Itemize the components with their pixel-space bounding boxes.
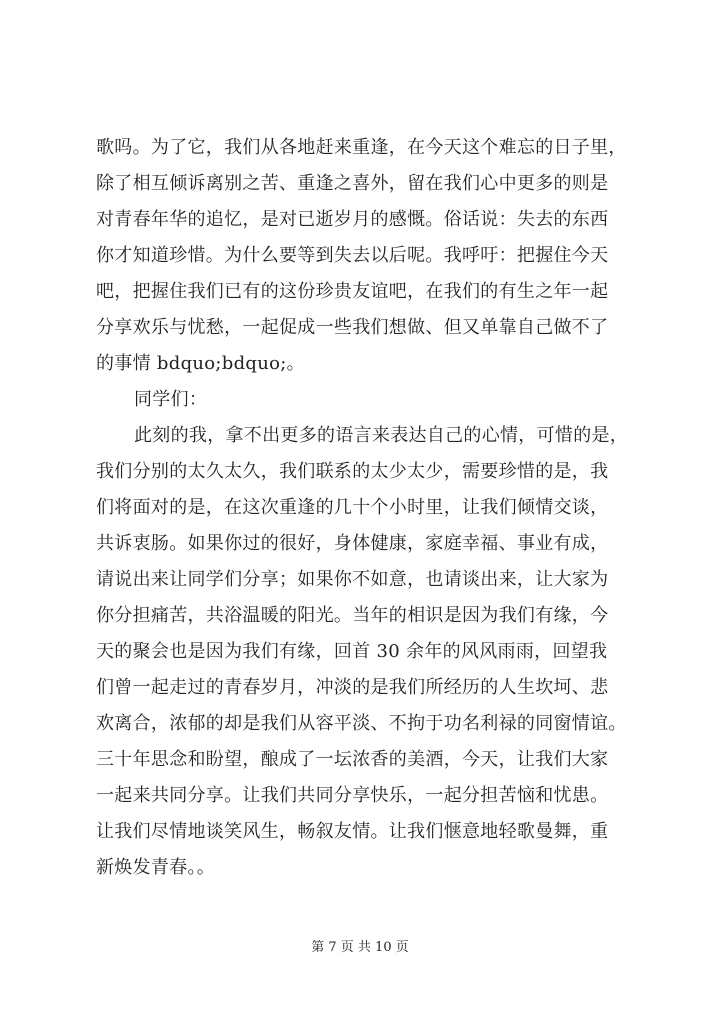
text-line: 你才知道珍惜。为什么要等到失去以后呢。我呼吁：把握住今天 bbox=[96, 245, 609, 266]
text-line: 共诉衷肠。如果你过的很好，身体健康，家庭幸福、事业有成， bbox=[96, 533, 609, 554]
text-line: 此刻的我，拿不出更多的语言来表达自己的心情，可惜的是， bbox=[134, 425, 629, 446]
text-line: 我们分别的太久太久，我们联系的太少太少，需要珍惜的是，我 bbox=[96, 461, 609, 482]
text-line: 一起来共同分享。让我们共同分享快乐，一起分担苦恼和忧患。 bbox=[96, 785, 609, 806]
document-body bbox=[96, 130, 696, 886]
text-line: 们将面对的是，在这次重逢的几十个小时里，让我们倾情交谈， bbox=[96, 497, 609, 518]
text-line: 你分担痛苦，共浴温暖的阳光。当年的相识是因为我们有缘，今 bbox=[96, 605, 609, 626]
text-line: 分享欢乐与忧愁，一起促成一些我们想做、但又单靠自己做不了 bbox=[96, 317, 609, 338]
text-line: 歌吗。为了它，我们从各地赶来重逢，在今天这个难忘的日子里， bbox=[96, 137, 627, 158]
text-line: 请说出来让同学们分享；如果你不如意，也请谈出来，让大家为 bbox=[96, 569, 609, 590]
text-line: 除了相互倾诉离别之苦、重逢之喜外，留在我们心中更多的则是 bbox=[96, 173, 609, 194]
text-line: 对青春年华的追忆，是对已逝岁月的感慨。俗话说：失去的东西 bbox=[96, 209, 609, 230]
paragraph bbox=[96, 418, 696, 886]
text-line: 同学们： bbox=[134, 389, 208, 410]
paragraph bbox=[96, 382, 696, 418]
text-line: 新焕发青春。。 bbox=[96, 857, 216, 878]
page-number: 第 7 页 共 10 页 bbox=[311, 940, 409, 955]
text-line: 们曾一起走过的青春岁月，冲淡的是我们所经历的人生坎坷、悲 bbox=[96, 677, 609, 698]
text-line: 让我们尽情地谈笑风生，畅叙友情。让我们惬意地轻歌曼舞，重 bbox=[96, 821, 609, 842]
text-line: 三十年思念和盼望，酿成了一坛浓香的美酒，今天，让我们大家 bbox=[96, 749, 609, 770]
text-line: 吧，把握住我们已有的这份珍贵友谊吧，在我们的有生之年一起 bbox=[96, 281, 609, 302]
text-line: 欢离合，浓郁的却是我们从容平淡、不拘于功名利禄的同窗情谊。 bbox=[96, 713, 627, 734]
paragraph bbox=[96, 130, 696, 382]
text-line: 天的聚会也是因为我们有缘，回首 30 余年的风风雨雨，回望我 bbox=[96, 641, 608, 662]
text-line: 的事情 bdquo;bdquo;。 bbox=[96, 353, 305, 374]
